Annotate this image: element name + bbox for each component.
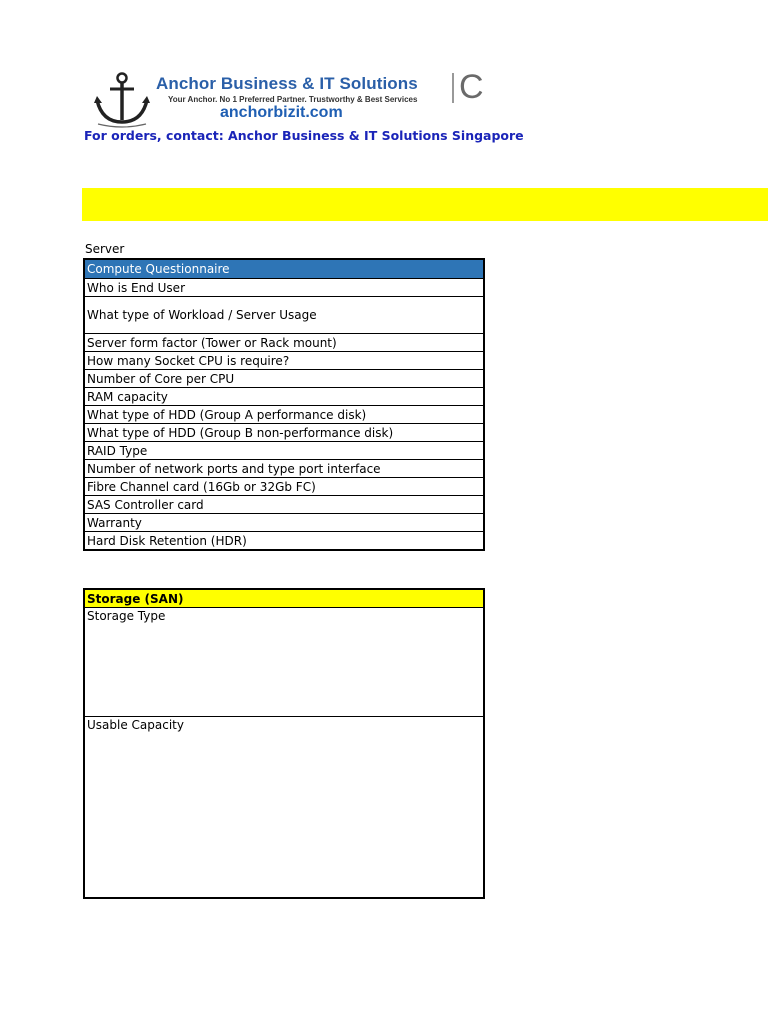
question-cell[interactable]: What type of HDD (Group B non-performance disk) [84, 424, 484, 442]
table-header-row [84, 259, 484, 279]
title-band [82, 188, 768, 221]
question-cell[interactable]: What type of Workload / Server Usage [84, 297, 484, 334]
question-cell[interactable]: Warranty [84, 514, 484, 532]
table-row [84, 460, 484, 478]
question-cell[interactable]: Server form factor (Tower or Rack mount) [84, 334, 484, 352]
table-row [84, 406, 484, 424]
compute-questionnaire-header[interactable]: Compute Questionnaire [84, 259, 484, 279]
table-row [84, 532, 484, 551]
question-cell[interactable]: Number of Core per CPU [84, 370, 484, 388]
logo-tagline: Your Anchor. No 1 Preferred Partner. Trustworthy & Best Services [168, 95, 418, 104]
company-logo [92, 70, 492, 130]
question-cell[interactable]: Fibre Channel card (16Gb or 32Gb FC) [84, 478, 484, 496]
question-cell[interactable]: What type of HDD (Group A performance disk) [84, 406, 484, 424]
storage-type-cell[interactable]: Storage Type [84, 608, 484, 717]
table-row [84, 442, 484, 460]
table-header-row [84, 589, 484, 608]
question-cell[interactable]: Number of network ports and type port interface [84, 460, 484, 478]
logo-title: Anchor Business & IT Solutions [156, 74, 418, 93]
table-row [84, 334, 484, 352]
storage-san-table [83, 588, 485, 899]
table-row [84, 514, 484, 532]
usable-capacity-cell[interactable]: Usable Capacity [84, 717, 484, 899]
question-cell[interactable]: Hard Disk Retention (HDR) [84, 532, 484, 551]
table-row [84, 370, 484, 388]
logo-domain: anchorbizit.com [220, 104, 343, 121]
question-cell[interactable]: RAM capacity [84, 388, 484, 406]
logo-letter: C [459, 68, 484, 106]
server-questionnaire-table [83, 258, 485, 551]
table-row [84, 496, 484, 514]
question-cell[interactable]: Who is End User [84, 279, 484, 297]
server-section-label: Server [85, 242, 125, 256]
table-row [84, 478, 484, 496]
storage-san-header[interactable]: Storage (SAN) [84, 589, 484, 608]
table-row [84, 352, 484, 370]
table-row [84, 424, 484, 442]
table-row [84, 608, 484, 717]
question-cell[interactable]: RAID Type [84, 442, 484, 460]
logo-divider [452, 73, 454, 103]
table-row [84, 388, 484, 406]
question-cell[interactable]: SAS Controller card [84, 496, 484, 514]
table-row [84, 297, 484, 334]
table-row [84, 279, 484, 297]
anchor-icon [92, 70, 152, 128]
contact-line: For orders, contact: Anchor Business & IT Solutions Singapore [84, 128, 524, 143]
table-row [84, 717, 484, 899]
question-cell[interactable]: How many Socket CPU is require? [84, 352, 484, 370]
